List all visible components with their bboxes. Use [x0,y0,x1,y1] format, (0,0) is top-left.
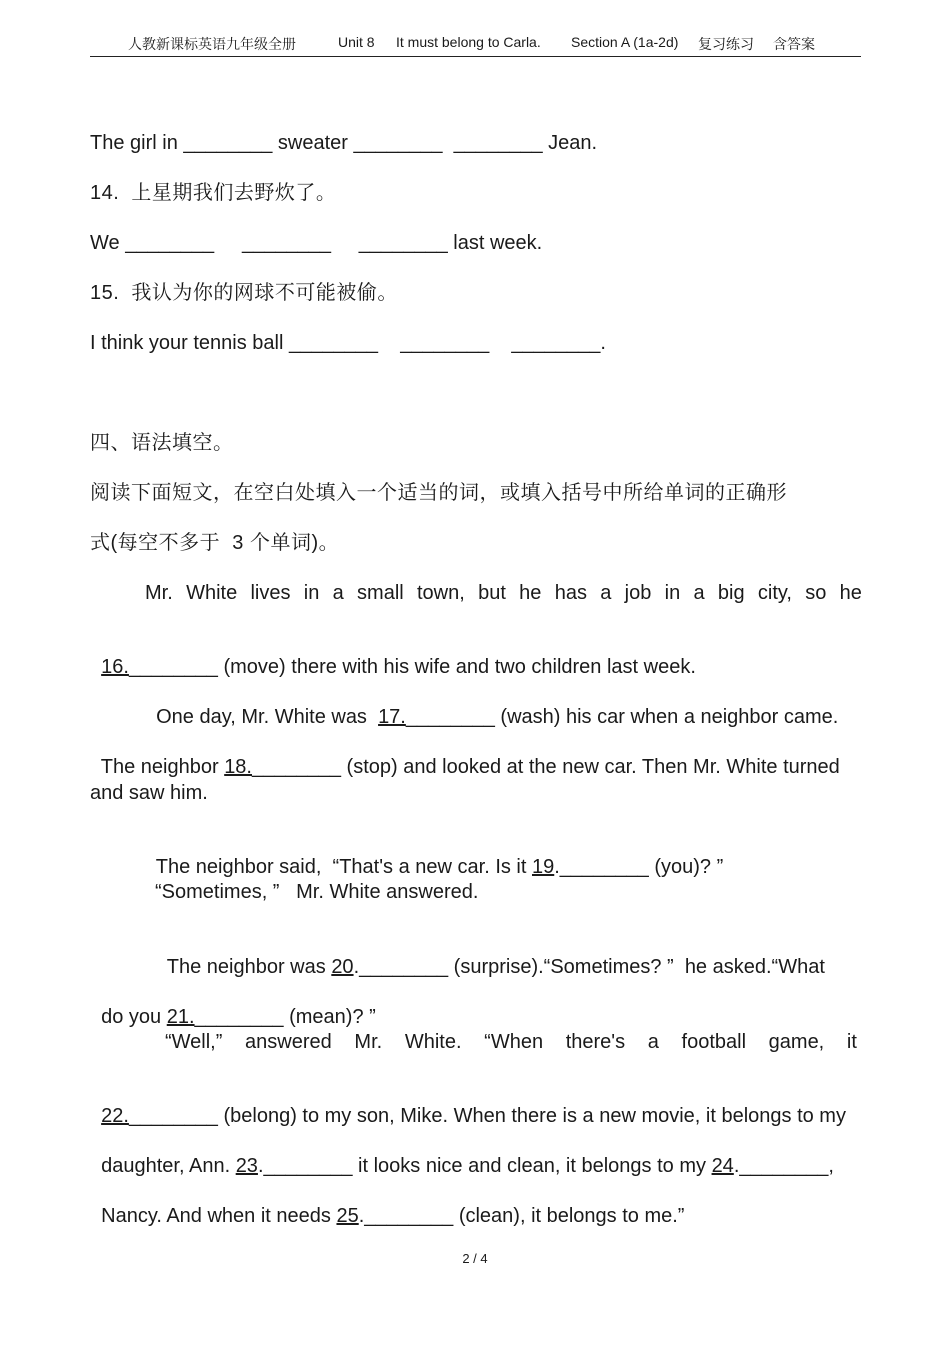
paragraph-1-line-2 [90,631,696,679]
blank-25-text: .________ (clean), it belongs to me.” [358,1205,685,1227]
blank-21-number: 21. [166,1006,195,1028]
blank-18-number: 18. [224,756,252,778]
paragraph-2-line-1 [145,681,838,729]
paragraph-2-line-2 [90,731,840,779]
p6-line4-pre: Nancy. And when it needs [101,1205,337,1227]
paragraph-6-word: answered [245,1031,332,1053]
blank-24-number: 24 [711,1155,734,1177]
paragraph-6-word: a [647,1031,659,1053]
paragraph-1-word: job [624,582,652,604]
paragraph-6-word: football [681,1031,747,1053]
paragraph-1-word: small [357,582,404,604]
paragraph-1-word: White [186,582,238,604]
blank-16-number: 16. [101,656,129,678]
blank-19-text: .________ (you)? ” [554,856,724,878]
paragraph-1-line-1 [145,581,862,605]
paragraph-1-word: he [519,582,542,604]
blank-22-text: ________ (belong) to my son, Mike. When there is a new movie, it belongs to my [128,1105,846,1127]
paragraph-6-word: it [846,1031,857,1053]
paragraph-6-word: “When [484,1031,544,1053]
paragraph-6-word: Mr. [354,1031,383,1053]
q15-english: I think your tennis ball ________ ________ ________. [90,332,606,354]
paragraph-1-word: a [332,582,344,604]
blank-22-number: 22. [101,1105,129,1127]
p5-pre: The neighbor was [166,956,332,978]
instruction-line-1: 阅读下面短文，在空白处填入一个适当的词，或填入括号中所给单词的正确形 [90,482,787,504]
paragraph-6-line-4 [90,1180,684,1228]
paragraph-3 [145,831,723,879]
paragraph-6-line-2 [90,1080,846,1128]
paragraph-4: “Sometimes, ” Mr. White answered. [155,881,479,903]
blank-23-number: 23 [235,1155,258,1177]
p6-line3-pre: daughter, Ann. [101,1155,236,1177]
paragraph-1-word: town, [416,582,465,604]
blank-18-text: ________ (stop) and looked at the new car. Then Mr. White turned [252,756,840,778]
paragraph-1-word: a [693,582,705,604]
paragraph-1-word: lives [250,582,291,604]
header-book: 人教新课标英语九年级全册 [128,36,296,52]
paragraph-1-word: big [717,582,745,604]
q13-english: The girl in ________ sweater ________ ________ Jean. [90,132,598,154]
section-heading: 四、语法填空。 [90,432,234,454]
paragraph-6-line-1 [165,1030,857,1054]
paragraph-1-word: city, [757,582,792,604]
blank-20-number: 20 [331,956,354,978]
blank-17-number: 17. [378,706,406,728]
paragraph-5-line-1 [156,931,825,979]
instruction-line-2: 式(每空不多于 3 个单词)。 [90,532,340,554]
blank-23-text: .________ it looks nice and clean, it belongs to my [257,1155,712,1177]
p3-pre: The neighbor said, “That's a new car. Is it [155,856,532,878]
header-practice: 复习练习 [698,36,754,52]
p5-line2-pre: do you [101,1006,167,1028]
paragraph-2-line-3: and saw him. [90,782,208,804]
q14-chinese: 14. 上星期我们去野炊了。 [90,182,337,204]
paragraph-6-word: “Well,” [165,1031,223,1053]
paragraph-6-word: there's [565,1031,626,1053]
page-header [90,34,861,57]
p2-line1-pre: One day, Mr. White was [156,706,379,728]
header-answers: 含答案 [773,36,815,52]
paragraph-6-word: game, [768,1031,825,1053]
paragraph-1-word: a [600,582,612,604]
header-section: Section A (1a-2d) [571,34,679,50]
page-number: 2 / 4 [462,1251,488,1266]
paragraph-1-word: has [554,582,587,604]
paragraph-1-word: in [303,582,320,604]
blank-20-text: .________ (surprise).“Sometimes? ” he asked.“What [353,956,825,978]
paragraph-1-word: so [805,582,827,604]
blank-21-text: ________ (mean)? ” [194,1006,376,1028]
blank-19-number: 19 [532,856,555,878]
header-unit: Unit 8 [338,34,375,50]
blank-17-text: ________ (wash) his car when a neighbor came. [405,706,839,728]
paragraph-1-word: he [839,582,862,604]
blank-16-text: ________ (move) there with his wife and two children last week. [128,656,696,678]
paragraph-1-word: but [478,582,506,604]
paragraph-1-word: Mr. [145,582,173,604]
blank-24-text: .________, [733,1155,834,1177]
q15-chinese: 15. 我认为你的网球不可能被偷。 [90,282,398,304]
paragraph-5-line-2 [90,981,376,1029]
paragraph-6-line-3 [90,1130,834,1178]
blank-25-number: 25 [336,1205,359,1227]
paragraph-6-word: White. [404,1031,462,1053]
paragraph-1-word: in [664,582,681,604]
header-title: It must belong to Carla. [396,34,541,50]
q14-english: We ________ ________ ________ last week. [90,232,543,254]
p2-line2-pre: The neighbor [100,756,225,778]
